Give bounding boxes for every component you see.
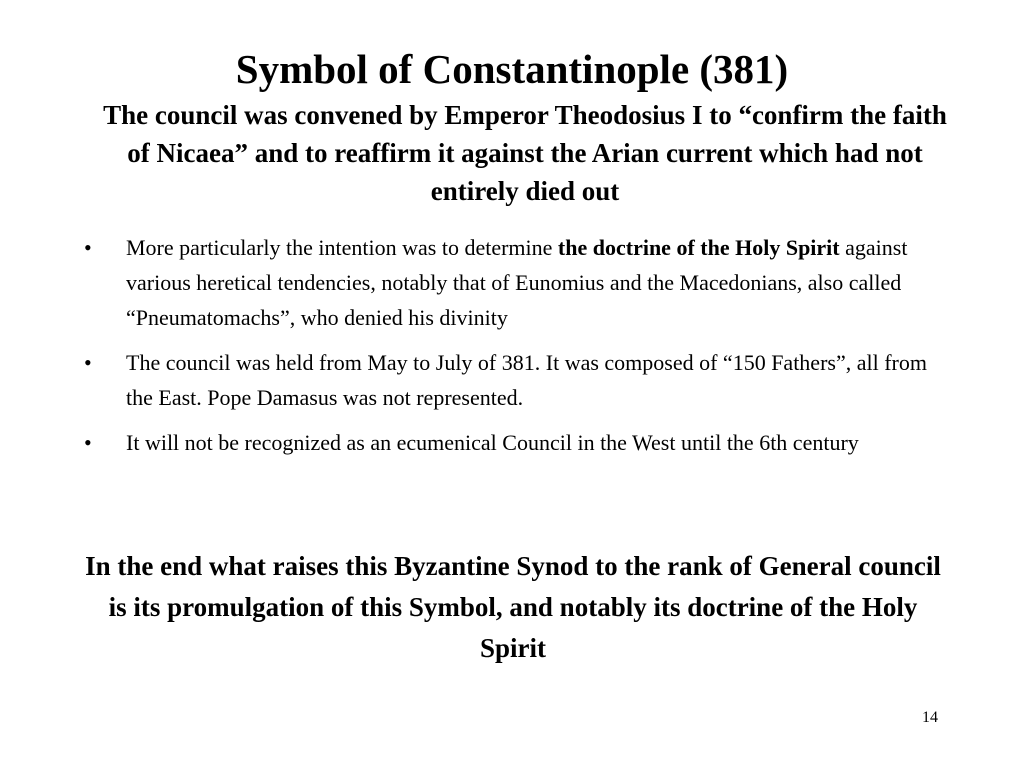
- bullet-marker: •: [84, 430, 92, 455]
- bullet-text: It will not be recognized as an ecumenical Council in the West until the 6th century: [126, 430, 859, 455]
- closing-paragraph: In the end what raises this Byzantine Synod to the rank of General council is its promulgation of this Symbol, and notably its doctrine of the Holy Spirit: [85, 551, 941, 663]
- bullet-text-start: More particularly the intention was to determine: [126, 235, 558, 260]
- bullet-marker: •: [84, 350, 92, 375]
- intro-paragraph: The council was convened by Emperor Theodosius I to “confirm the faith of Nicaea” and to reaffirm it against the Arian current which had not entirely died out: [103, 100, 947, 206]
- bullet-bold-phrase: the doctrine of the Holy Spirit: [557, 235, 840, 260]
- page-number: 14: [922, 709, 938, 726]
- bullet-text: The council was held from May to July of 381. It was composed of “150 Fathers”, all from the East. Pope Damasus was not represented.: [126, 350, 927, 410]
- bullet-marker: •: [84, 235, 92, 260]
- slide-title: Symbol of Constantinople (381): [235, 46, 789, 92]
- bullet-list: [84, 230, 950, 470]
- bullet-item-recognition: [84, 425, 950, 460]
- bullet-text-end: against various heretical tendencies, notably that of Eunomius and the Macedonians, also called “Pneumatomachs”, who denied his divinity: [126, 235, 908, 330]
- bullet-item-dates: [84, 345, 950, 415]
- bullet-item-doctrine: [84, 230, 950, 335]
